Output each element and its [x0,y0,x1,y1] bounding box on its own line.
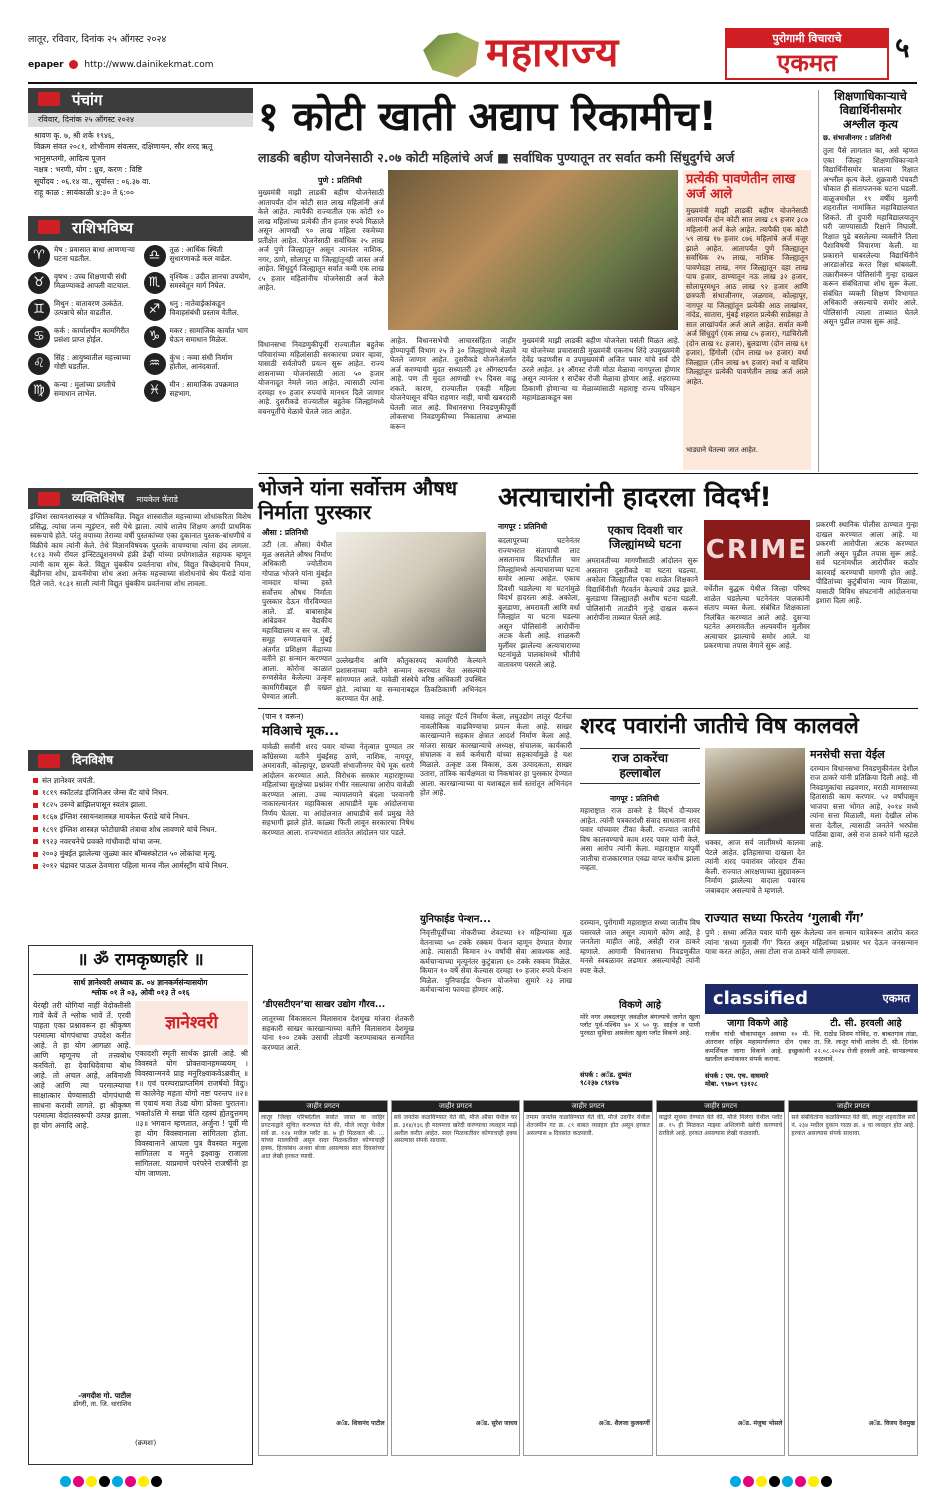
notice-label: जाहीर प्रगटन [657,1101,785,1112]
bullet-icon [33,815,38,820]
globe-icon [69,60,78,69]
dinvishesh-item [32,786,249,798]
zodiac-icon: ♌ [28,353,50,375]
gyaneshwari-tail: (क्रमशः) [135,1439,157,1447]
lead-headline: १ कोटी खाती अद्याप रिकामीच! [258,94,717,140]
ramkrishna-body: येरव्ही तरी योगियां नाहीं वेदोक्तीसी गावें केवें तें श्लोक भावें तें. एरवी पाहता एका प्रश्नावरून हा श्रीकृष्ण परमात्मा योगपंथाचा उपदेश करीत आहे. ते हा योग आगळा आहे. आणि म्हणूनच तो तत्त्वबोध करवितो. हा देवाधिदेवाचा बोध आहे. तो अचल आहे, अविनाशी आहे आणि त्या परमात्म्याचा साक्षात्कार घेण्यासाठी योगपंथाची साधना करावी लागते. हा श्रीकृष्ण परमात्मा वेदांतस्वरूपी उत्पन्न झाला. हा योग अनादि आहे. [33,1001,131,1131]
sugar-sub-headline: युनिफाईड पेन्शन... [420,914,491,925]
pawar-col-2: दरम्यान, पुरोगामी महाराष्ट्रात सध्या जातीय विष पसरवले जात असून त्यामागे कोण आहे, हे जनतेला माहीत आहे, असेही राज ठाकरे म्हणाले. आगामी विधानसभा निवडणुकीत मनसे स्वबळावर लढणार असल्याचेही त्यांनी स्पष्ट केले. [580,918,700,975]
notice-signer: अॅड. शैलजा कुलकर्णी [598,1420,650,1428]
panchang-item: सूर्योदय : ०६.१४ वा., सूर्यास्त : ०६.३७ वा. [34,176,151,186]
zodiac-icon: ♑ [144,326,166,348]
print-color-marks-right [730,1476,834,1490]
rashi-item [144,326,254,348]
vyakti-title [28,488,253,509]
panchang-item: श्रावण कृ. ७, श्री शके १९४६, [34,130,115,140]
vyakti-subject: मायकेल फॅराडे [136,495,178,504]
vyakti-body: इंग्लिश रसायनशास्त्रज्ञ व भौतिकविज्ञ. विद्युत शास्त्रातील महत्त्वाच्या शोधांकरिता विशेष प्रसिद्ध. त्यांचा जन्म न्यूइंग्टन, सरी येथे झाला. त्यांचे शालेय शिक्षण अगदी प्राथमिक स्वरूपाचे होते. परंतु वयाच्या तेराव्या वर्षी पुस्तकांच्या एका दुकानात पुस्तक-बांधणीचे व विक्रीचे काम त्यांनी केले. तेथे विज्ञानविषयक पुस्तके वाचण्याचा त्यांना छंद लागला. १८१३ मध्ये रॉयल इन्स्टिट्यूशनमध्ये हंफ्री डेव्ही यांच्या प्रयोगशाळेत सहायक म्हणून त्यांनी काम सुरू केले. विद्युत चुंबकीय प्रवर्तनाचा शोध, विद्युत विच्छेदनाचे नियम, बेंझीनचा शोध, डायनॅमोचा शोध अशा अनेक महत्त्वाच्या संशोधनांचे श्रेय फॅराडे यांना दिले जाते. १८३१ साली त्यांनी विद्युत चुंबकीय प्रवर्तनाचा शोध लावला. [30,512,251,588]
gulabi-headline: राज्यात सध्या फिरतेय ‘गुलाबी गँग’ [705,910,865,925]
zodiac-icon: ♍ [28,380,50,402]
continued-body: यावेळी सर्वांनी शरद पवार यांच्या नेतृत्वात पुण्यात तर काँग्रेसच्या वतीने मुंबईसह ठाणे, नाशिक, नागपूर, अमरावती, कोल्हापूर, छत्रपती संभाजीनगर येथे मूक धरणे आंदोलन करण्यात आले. विरोधक सरकार महाराष्ट्राच्या महिलांच्या सुरक्षेच्या प्रश्नांवर गंभीर नसल्याचा आरोप यावेळी करण्यात आला. उच्च न्यायालयाने बंदला परवानगी नाकारल्यानंतर महाविकास आघाडीने मूक आंदोलनाचा निर्णय घेतला. या आंदोलनात आघाडीचे सर्व प्रमुख नेते सहभागी झाले होते. काळ्या फिती लावून सरकारचा निषेध करण्यात आला. राज्यभरात शांततेत आंदोलन पार पडले. [262,742,414,837]
dinvishesh-text: १८६७ इंग्लिश रसायनशास्त्रज्ञ मायकेल फॅराडे यांचे निधन. [42,812,190,822]
continued-sub-headline: ‘डीएसटीएन’चा साखर उद्योग गौरव... [262,1000,386,1010]
right-top-story [818,90,918,472]
epaper-link[interactable] [28,60,214,71]
lead-side-body: मुख्यमंत्री माझी लाडकी बहीण योजनेसाठी आतापर्यंत दोन कोटी सात लाख ८९ हजार ३८७ महिलांनी अर्ज केले आहेत. त्यापैकी एक कोटी ५९ लाख १७ हजार ८७६ महिलांचे अर्ज मंजूर झाले आहेत. आतापर्यंत पुणे जिल्ह्यातून सर्वाधिक २५ लाख, नाशिक जिल्ह्यातून पावणेदहा लाख, नगर जिल्ह्यातून दहा लाख पाच हजार, ठाण्यातून नऊ लाख ३२ हजार, सोलापूरमधून आठ लाख ९२ हजार आणि छत्रपती संभाजीनगर, जळगाव, कोल्हापूर, नागपूर या जिल्ह्यांतून प्रत्येकी आठ लाखांवर, नांदेड, सातारा, मुंबई शहरात प्रत्येकी साडेसहा ते सात लाखांपर्यंत अर्ज आले आहेत. सर्वात कमी अर्ज सिंधुदुर्ग (एक लाख ८५ हजार), गडचिरोली (दोन लाख १८ हजार), बुलडाणा (दोन लाख ६१ हजार), हिंगोली (दोन लाख ७२ हजार) वर्धा जिल्ह्यात (तीन लाख ७९ हजार) वर्धा व वाशिम जिल्ह्यांतून प्रत्येकी पावणेतीन लाख अर्ज आले आहेत. [686,205,808,386]
rashi-text: कर्क : कार्यालयीन कामगिरीत प्रसंशा प्राप्त होईल. [54,325,130,344]
epaper-url[interactable]: http://www.dainikekmat.com [84,60,214,70]
vidarbha-col-3: वर्धेतील बुद्धक येथील जिल्हा परिषद शाळेत घडलेल्या घटनेनंतर पालकांनी संताप व्यक्त केला. संबंधित शिक्षकाला निलंबित करण्यात आले आहे. दुसऱ्या घटनेत अमरावतीत अल्पवयीन मुलीवर अत्याचार झाल्याचे समोर आले. या प्रकरणाचा तपास वेगाने सुरू आहे. [704,584,810,650]
bullet-icon [33,790,38,795]
rashi-text: वृषभ : उच्च शिक्षणाची संधी मिळण्याकडे आपली वाटचाल. [54,271,131,290]
rashi-text: मेष : प्रवासात बाधा आणणाऱ्या घटना घडतील. [54,244,135,263]
zodiac-icon: ♒ [144,353,166,375]
dinvishesh-item [32,848,249,860]
rashi-text: धनु : नातेवाईकांकडून विवाहसंबंधी प्रस्ताव येतील. [169,298,239,317]
zodiac-icon: ♎ [144,245,166,267]
vidarbha-headline: अत्याचारांनी हादरला विदर्भ! [498,482,772,513]
epaper-label: epaper [28,60,64,70]
notice-body: सर्व संबंधितांना कळविण्यात येते की, लातूर शहरातील सर्वे नं. २३४ मधील दुकान गाळा क्र. ४ चा व्यवहार होत आहे. हरकत असल्यास संपर्क साधावा. [791,1114,915,1137]
classified-ad-2-body: चि. राठोड शिवम गोविंद, रा. बाबतगाव तांडा, ता. जि. लातूर यांची शालेय टी. सी. दिनांक २२.०८.२०२४ रोजी हरवली आहे. सापडल्यास कळवावे. [814,1029,918,1064]
zodiac-icon: ♉ [28,272,50,294]
classified-ad-3-body: मोरे नगर अबदलपूर जवळील बंगल्याचे जागेत खुला प्लॉट पूर्व-पश्चिम ४० X ५० फू. साईज व पाणी पुरवठा सुविधा असलेला खुला प्लॉट विकणे आहे. [580,1012,700,1038]
vidarbha-col-2: अमरावतीच्या मागणीसाठी आंदोलन सुरू असताना दुसरीकडे या घटना घडल्या. अकोला जिल्ह्यातील एका शाळेत शिक्षकाने विद्यार्थिनीशी गैरवर्तन केल्याचे उघड झाले. बुलडाणा जिल्ह्यातही अशीच घटना घडली. पोलिसांनी तातडीने गुन्हे दाखल करून आरोपींना ताब्यात घेतले आहे. [586,556,698,622]
lead-side-tail: भाड्याने घेतल्या जात आहेत. [686,445,758,454]
brand-tagline: पुरोगामी विचाराचे [727,30,887,48]
notice-signer: अॅड. मंजुषा भोसले [737,1420,783,1428]
notice-signer: अॅड. सुरेश जाधव [475,1420,518,1428]
notice-body: तमाम जनतेस कळविण्यात येते की, मौजे उदगीर येथील शेतजमीन गट क्र. ८९ बाबत व्यवहार होत असून हरकत असल्यास ७ दिवसांत कळवावी. [526,1114,650,1137]
crime-photo: CRIME [704,520,810,580]
rashi-panel [28,216,253,406]
notice-body: सर्व जनतेस कळविण्यात येते की, मौजे औसा येथील घर क्र. ३१४/१३६ ही मालमत्ता खरेदी करण्याचा व्यवहार माझे अशील करीत आहेत. सदर मिळकतीवर कोणाचाही हक्क असल्यास संपर्क साधावा. [393,1114,518,1145]
bhojane-photo [336,532,486,652]
lead-col-3: आहेत. विधानसभेची आचारसंहिता जाहीर होण्यापूर्वी विभाग २५ ते ३० जिल्ह्यांमध्ये मेळावे घेतले जाणार आहेत. दुसरीकडे योजनेअंतर्गत अर्ज करण्याची मुदत सध्यातरी ३१ ऑगस्टपर्यंत आहे. पण ती मुदत आणखी १५ दिवस वाढू शकते. कारण, राज्यातील एकही महिला योजनेपासून वंचित राहणार नाही, याची खबरदारी घेतली जात आहे. विधानसभा निवडणुकीपूर्वी लोकसभा निवडणुकीच्या निकालाचा अभ्यास करून [390,336,516,431]
classified-label: classified [705,986,816,1013]
lead-photo [388,170,678,330]
pawar-col-1: महाराष्ट्रात राज ठाकरे हे विदर्भ दौऱ्यावर आहेत. त्यांनी पत्रकारांशी संवाद साधताना शरद पवार यांच्यावर टीका केली. राज्यात जातीचे विष कालवण्याचे काम शरद पवार यांनी केले, असा आरोप त्यांनी केला. महाराष्ट्रात यापूर्वी जातीचा राजकारणात एवढा वापर कधीच झाला नव्हता. [580,806,700,872]
dinvishesh-text: १९२३ नवरचनेचे प्रवक्ते गांधीवादी यांचा जन्म. [42,836,163,846]
ramkrishna-panel [28,945,253,1465]
panchang-item: विक्रम संवत २०८१, शोभीनाम संवत्सर, दक्षिणायन, सौर शरद ऋतू [34,142,213,152]
print-color-marks-left [60,1476,164,1490]
dinvishesh-item [32,823,249,835]
dinvishesh-list [28,771,253,875]
mid-rule [258,708,918,709]
dinvishesh-text: संत ज्ञानेश्वर जयंती. [42,775,96,785]
rashi-item [144,380,254,402]
panchang-item: नक्षत्र : भरणी, योग : ध्रुव, करण : विष्टि [34,165,143,175]
notice-box [788,1100,918,1456]
ramkrishna-subtitle: सार्थ ज्ञानेश्वरी अध्याय क्र. ०४ ज्ञानकर्मसंन्यासयोग [73,978,208,988]
classified-ad-2 [814,1018,918,1098]
gyaneshwari-label: ज्ञानेश्वरी [165,1013,218,1033]
dinvishesh-item [32,799,249,811]
dinvishesh-text: २००३ मुंबईत झालेल्या जुळ्या कार बॉम्बस्फोटात ५० लोकांचा मृत्यू. [42,849,217,858]
dinvishesh-panel [28,750,253,875]
vyakti-panel [28,488,253,759]
zodiac-icon: ♓ [144,380,166,402]
rashi-text: वृश्चिक : उदीत ज्ञानचा उपयोग, समस्येतून मार्ग निघेल. [169,271,252,290]
lead-col-2: विधानसभा निवडणुकीपूर्वी राज्यातील बहुतेक परिवारांच्या महिलांसाठी सरकारचा प्रचार व्हावा, यासाठी सर्वतोपरी प्रयत्न सुरू आहेत. राज्य शासनाच्या योजनांसाठी आता ५० हजार योजनादूत नेमले जात आहेत. त्यासाठी त्यांना दरमहा १० हजार रुपयांचे मानधन दिले जाणार आहे. दुसरीकडे राज्यातील बहुतेक जिल्ह्यांमध्ये वचनपूर्तीचे मेळावे घेतले जात आहेत. [258,340,384,416]
dinvishesh-item [32,860,249,872]
classified-ad-1-title: जागा विकणे आहे [727,1018,788,1029]
masthead-rule [28,82,917,84]
continued-body-2: लातूरच्या विकासरत्न विलासराव देशमुख मांजरा शेतकरी सहकारी साखर कारखान्याच्या वतीने विलासराव देशमुख यांना १०० टक्के उसाची तोडणी करण्याबाबत सन्मानित करण्यात आले. [262,1014,414,1052]
rashi-text: तूळ : आर्थिक स्थिती सुधारणाकडे कल वाढेल. [169,244,233,263]
dinvishesh-item [32,774,249,786]
brand-logo [725,28,889,80]
lead-col-4: मुख्यमंत्री माझी लाडकी बहीण योजनेला पसंती मिळत आहे. या योजनेच्या प्रचारासाठी मुख्यमंत्री एकनाथ शिंदे उपमुख्यमंत्री देवेंद्र फडणवीस व उपमुख्यमंत्री अजित पवार यांचे सर्व दौरे ठरले आहेत. ३१ ऑगस्ट रोजी मोठा मेळावा नागपूरला होणार असून त्यानंतर १ सप्टेंबर रोजी मेळावा होणार आहे. शहराच्या ठिकाणी होणाऱ्या या मेळाव्यांसाठी महाराष्ट्र राज्य परिवहन महामंडळाकडून बस [522,336,680,402]
rashi-item [28,353,138,375]
notice-label: जाहीर प्रगटन [524,1101,652,1112]
dinvishesh-text: २०१२ चंद्रावर पाऊल ठेवणारा पहिला मानव नील आर्मस्ट्राँग यांचे निधन. [42,861,229,871]
classified-ad-1-body: राजीव गांधी चौकापासून अवघ्या १० मी. अंतरावर राहिव महामार्गालगत दोन एकर कमर्शियल जागा विकणे आहे. इच्छुकांनी खालील क्रमांकावर संपर्क करावा. [705,1029,810,1064]
lead-side-headline: प्रत्येकी पावणेतीन लाख अर्ज आले [686,172,796,202]
lead-col-1: मुख्यमंत्री माझी लाडकी बहीण योजनेसाठी आतापर्यंत दोन कोटी सात लाख महिलांनी अर्ज केले आहेत. त्यापैकी राज्यातील एक कोटी १० लाख महिलांच्या प्रत्येकी तीन हजार रुपये मिळाले असून आणखी ९० लाख महिला रकमेच्या प्रतीक्षेत आहेत. योजनेसाठी सर्वाधिक २५ लाख अर्ज पुणे जिल्ह्यातून असून त्यानंतर नाशिक, नगर, ठाणे, सोलापूर या जिल्ह्यांतूनही जास्त अर्ज आहेत. सिंधुदुर्ग जिल्ह्यातून सर्वात कमी एक लाख ८५ हजार महिलांनीच योजनेसाठी अर्ज केले आहेत. [258,188,384,292]
bullet-icon [33,778,38,783]
panchang-panel [28,88,253,202]
bullet-icon [33,864,38,869]
pawar-photo [705,748,805,834]
bhojane-headline: भोजने यांना सर्वोत्तम औषध निर्माता पुरस्कार [258,476,458,524]
dinvishesh-title: दिनविशेष [28,750,253,771]
zodiac-icon: ♊ [28,299,50,321]
rashi-text: कुंभ : नव्या संधी निर्माण होतील, आनंदवार्ता. [169,352,233,371]
rashi-item [28,245,138,267]
ramkrishna-verse-ref: श्लोक ०१ ते ०३, ओवी ०१३ ते ०१६ [91,987,190,997]
brand-name: एकमत [777,48,837,77]
classified-ad-3-title: विकणे आहे [618,1000,662,1011]
panchang-date: रविवार, दिनांक २५ ऑगस्ट २०२४ [28,113,253,127]
gyaneshwari-logo [135,1001,248,1045]
pawar-kicker-2: हल्लाबोल [619,766,661,780]
gulabi-body: पुणे : सध्या अजित पवार यांनी सुरू केलेल्या जन सन्मान यात्रेवरून आरोप करत त्यांना ‘सध्या गुलाबी गँग’ फिरत असून महिलांच्या प्रश्नावर भर देऊन जनसन्मान यात्रा करत आहेत, असा टोला राज ठाकरे यांनी लगावला. [705,928,918,956]
ramkrishna-title: ॥ ॐ रामकृष्णहरि ॥ [33,950,248,975]
notice-box [391,1100,521,1456]
continued-jump: (पान १ वरून) [262,712,304,721]
notice-label: जाहीर प्रगटन [392,1101,520,1112]
rashi-item [28,272,138,294]
rashi-text: मीन : सामाजिक उपक्रमात सहभाग. [169,379,239,398]
page-number: ५ [895,31,910,64]
notice-label: जाहीर प्रगटन [789,1101,917,1112]
classified-ad-1-phone: मोबा. ९९७०९ ९३१२८ [705,1080,758,1089]
classified-ad-3-contact: संपर्क : अॅड. दुष्यंत [580,1070,632,1079]
zodiac-icon: ♏ [144,272,166,294]
rashi-item [28,299,138,321]
notice-signer: अॅड. विजय देशमुख [868,1420,915,1428]
dateline: लातूर, रविवार, दिनांक २५ ऑगस्ट २०२४ [28,34,167,45]
classified-ad-2-title: टी. सी. हरवली आहे [830,1018,902,1029]
mns-body: दरम्यान विधानसभा निवडणुकीनंतर देशील राज ठाकरे यांनी प्रतिक्रिया दिली आहे. मी निवडणुकांचा लढवणार, मराठी माणसाच्या हितासाठी काम करणार. ५२ वर्षांपासून भाजपा सत्ता भोगत आहे, २०१४ मध्ये त्यांना सत्ता मिळाली, मला देखील लोक सत्ता देतील, त्यासाठी जनतेने भरघोस पाठिंबा द्यावा, असे राज ठाकरे यांनी म्हटले आहे. [810,763,918,849]
zodiac-icon: ♋ [28,326,50,348]
right-top-body: तुला पैसे लागतात का, असे म्हणत एका जिल्हा शिक्षणाधिकाऱ्याने विद्यार्थिनीसमोर चालत्या रिक्षात अश्लील कृत्य केले. शुक्रवारी पंचवटी चौकात ही संतापजनक घटना घडली. वाळूजमधील १९ वर्षीय मुलगी शहरातील नामांकित महाविद्यालयात शिकते. ती दुपारी महाविद्यालयातून घरी जाण्यासाठी रिक्षाने निघाली. रिक्षात पुढे बसलेल्या व्यक्तीने तिला पैशाविषयी विचारणा केली. या प्रकाराने घाबरलेल्या विद्यार्थिनीने आरडाओरड करत रिक्षा थांबवली. तक्रारीवरून पोलिसांनी गुन्हा दाखल करून संबंधिताचा शोध सुरू केला. संबंधित व्यक्ती शिक्षण विभागात अधिकारी असल्याचे समोर आले. पोलिसांनी त्याला ताब्यात घेतले असून पुढील तपास सुरू आहे. [823,146,918,327]
pawar-col-3: धक्का, आज सर्व जातींमध्ये कालवा पेटले आहेत. इतिहासाचा दाखला देत त्यांनी शरद पवारांवर जोरदार टीका केली. राज्यात आरक्षणाच्या मुद्द्यावरून निर्माण झालेल्या वादाला पवारच जबाबदार असल्याचे ते म्हणाले. [705,838,805,895]
zodiac-icon: ♐ [144,299,166,321]
rashi-item [144,245,254,267]
rashi-title: राशिभविष्य [28,216,253,241]
sugar-body-2: निवृत्तीपूर्वीच्या नोकरीच्या शेवटच्या १२ महिन्यांच्या मूळ वेतनाच्या ५० टक्के रक्कम पेन्शन म्हणून देण्यात येणार आहे. त्यासाठी किमान २५ वर्षांची सेवा आवश्यक आहे. कर्मचाऱ्याच्या मृत्यूनंतर कुटुंबाला ६० टक्के रक्कम मिळेल. किमान १० वर्षे सेवा केल्यास दरमहा १० हजार रुपये पेन्शन मिळेल. युनिफाईड पेन्शन योजनेचा सुमारे २३ लाख कर्मचाऱ्यांना फायदा होणार आहे. [420,928,572,994]
notice-label: जाहीर प्रगटन [259,1101,387,1112]
pawar-byline: नागपूर : प्रतिनिधी [610,794,660,803]
pawar-kicker-box [580,748,700,784]
classified-ad-1-contact: संपर्क : एम. एच. वाघमारे [705,1071,769,1080]
vidarbha-sub-headline: एकाच दिवशी चार जिल्ह्यांमध्ये घटना [607,523,683,551]
rashi-grid [28,241,253,406]
bullet-icon [33,803,38,808]
classified-brand: एकमत [882,992,910,1006]
continued-headline: मविआचे मूक... [262,724,340,739]
dinvishesh-text: १८९१ इंग्लिश शास्त्रज्ञ फोटोग्राफी तंत्राचा शोध लावणारे यांचे निधन. [42,824,217,834]
panchang-item: भानुसप्तमी, आदित्य पूजन [34,153,106,163]
classified-banner [705,984,918,1014]
sugar-body: यासह लातूर पॅटर्न निर्माण केला, लघुउद्योग लातूर पॅटर्नचा नावलौकिक वाढविण्याचा प्रयत्न केला आहे. साखर कारखान्याने सहकार क्षेत्रात आदर्श निर्माण केला आहे. मांजरा साखर कारखान्याचे अध्यक्ष, संचालक, कार्यकारी संचालक व सर्व कर्मचारी यांच्या सहकार्यामुळे हे यश मिळाले. उत्कृष्ट ऊस विकास, ऊस उत्पादकता, साखर उतारा, तांत्रिक कार्यक्षमता या निकषांवर हा पुरस्कार देण्यात आला. कारखान्याच्या या यशाबद्दल सर्व स्तरांतून अभिनंदन होत आहे. [420,712,572,797]
right-top-headline: शिक्षणाधिकाऱ्याचे विद्यार्थिनीसमोर अश्लील कृत्य [834,89,907,131]
rashi-item [144,299,254,321]
panchang-title: पंचांग [28,88,253,113]
gyaneshwari-body: एकादशी स्मृती सार्थक झाली आहे. श्री विवस्वते योग प्रोक्तवानहमव्ययम् । विवस्वान्मनवे प्राह मनुरिक्ष्वाकवेऽब्रवीत् ॥१॥ एवं परम्पराप्राप्तमिमं राजर्षयो विदुः। स कालेनेह महता योगो नष्टः परन्तप ॥२॥ स एवायं मया तेऽद्य योगः प्रोक्तः पुरातनः। भक्तोऽसि मे सखा चेति रहस्यं ह्येतदुत्तमम् ॥३॥ भगवान म्हणतात, अर्जुना ! पूर्वी मी हा योग विवस्वानाला सांगितला होता. विवस्वानाने आपला पुत्र वैवस्वत मनुला सांगितला व मनुने इक्ष्वाकु राजाला सांगितला. याप्रमाणे परंपरेने राजर्षींनी हा योग जाणला. [135,1049,248,1179]
zodiac-icon: ♈ [28,245,50,267]
notice-box [523,1100,653,1456]
rashi-text: मकर : सामाजिक कार्यात भाग घेऊन समाधान मिळेल. [169,325,248,344]
notice-signer: अॅड. शिवानंद पाटील [336,1420,385,1428]
vidarbha-col-1: बदलापूरच्या घटनेनंतर राज्यभरात संतापाची लाट असतानाच विदर्भातील चार जिल्ह्यांमध्ये अत्याचाराच्या घटना समोर आल्या आहेत. एकाच दिवशी घडलेल्या या घटनांमुळे विदर्भ हादरला आहे. अकोला, बुलडाणा, अमरावती आणि वर्धा जिल्ह्यांत या घटना घडल्या असून पोलिसांनी आरोपींना अटक केली आहे. शाळकरी मुलींवर झालेल्या अत्याचाराच्या घटनांमुळे पालकांमध्ये भीतीचे वातावरण पसरले आहे. [498,536,580,669]
maharashtra-map-graphic [420,30,482,80]
bhojane-col-1: उटी (ता. औसा) येथील मूळ असलेले औषध निर्माण अधिकारी ज्योतीराम गोपाळ भोजने यांना मुंबईत नामदार यांच्या हस्ते सर्वोत्तम औषध निर्माता पुरस्कार देऊन गौरविण्यात आले. डॉ. बाबासाहेब आंबेडकर वैद्यकीय महाविद्यालय व सर ज. जी. समूह रुग्णालयाने मुंबई अंतर्गत प्रशिक्षण केंद्राच्या वतीने हा सन्मान करण्यात आला. कोरोना काळात रुग्णसेवेत केलेल्या उत्कृष्ट कामगिरीबद्दल ही दखल घेण्यात आली. [262,540,332,700]
pawar-kicker: राज ठाकरेंचा [611,751,669,765]
rashi-text: मिथुन : वातावरण उत्कंठेत. उत्पन्नाचे स्रोत वाढतील. [54,298,124,317]
rashi-item [28,380,138,402]
vidarbha-col-4: प्रकरणी स्थानिक पोलीस ठाण्यात गुन्हा दाखल करण्यात आला आहे. या प्रकरणी आरोपीला अटक करण्यात आली असून पुढील तपास सुरू आहे. सर्व घटनांमधील आरोपींवर कठोर कारवाई करण्याची मागणी होत आहे. पीडितांच्या कुटुंबीयांना न्याय मिळावा, यासाठी विविध संघटनांनी आंदोलनाचा इशारा दिला आहे. [816,520,918,605]
rashi-item [144,272,254,294]
ramkrishna-sign-place: डोंगरी, ता. जि. धाराशिव [72,1400,131,1408]
bhojane-byline: औसा : प्रतिनिधी [262,528,309,537]
vidarbha-byline: नागपूर : प्रतिनिधी [498,522,548,531]
rashi-text: सिंह : आयुष्यातील महत्त्वाच्या गोष्टी घडतील. [54,352,131,371]
notice-box [656,1100,786,1456]
classified-ad-3 [580,1000,700,1098]
bhojane-col-2: उल्लेखनीय आणि कौतुकास्पद कामगिरी केल्याने प्रशासनाच्या वतीने सन्मान करण्यात येत असल्याचे सांगण्यात आले. यावेळी संस्थेचे वरिष्ठ अधिकारी उपस्थित होते. त्यांच्या या सन्मानाबद्दल ठिकठिकाणी अभिनंदन करण्यात येत आहे. [336,656,486,702]
notice-body: याद्वारे सूचना देण्यात येते की, मौजे निलंगा येथील प्लॉट क्र. १५ ही मिळकत माझ्या अशिलांनी खरेदी करण्याचे ठरविले आहे. हरकत असल्यास लेखी कळवावी. [658,1114,783,1137]
notice-body: लातूर जिल्हा परिषदेतील सर्वात जास्त या जाहिर प्रगटनाद्वारे सूचित करण्यात येते की, मौजे लातूर येथील सर्वे क्र. १२४ मधील प्लॉट क्र. ७ ही मिळकत श्री. ... यांच्या मालकीची असून सदर मिळकतीवर कोणाचाही हक्क, हितसंबंध अथवा बोजा असल्यास सात दिवसांच्या आत लेखी हरकत घ्यावी. [261,1114,385,1161]
dinvishesh-text: १८२५ उरुग्वे ब्राझिलपासून स्वतंत्र झाला. [42,800,148,809]
bullet-icon [33,827,38,832]
notices-row [258,1100,918,1456]
mns-box [810,748,918,908]
pawar-headline: शरद पवारांनी जातीचे विष कालवले [580,714,859,739]
dinvishesh-item [32,835,249,847]
bullet-icon [33,852,38,857]
rashi-item [144,353,254,375]
classified-ad-1 [705,1018,810,1098]
rashi-item [28,326,138,348]
dinvishesh-item [32,811,249,823]
vyakti-title-text: व्यक्तिविशेष [72,491,125,505]
mns-headline: मनसेची सत्ता येईल [810,748,885,761]
section-title: महाराज्य [486,29,620,76]
lead-deck: लाडकी बहीण योजनेसाठी २.०७ कोटी महिलांचे अर्ज ■ सर्वाधिक पुण्यातून तर सर्वात कमी सिंधुदुर्गचे अर्ज [258,150,735,165]
ramkrishna-sign: -जगदीश गो. पाटील [78,1391,131,1400]
classified-ad-3-phone: ९८२३७ ८९४१७ [580,1078,619,1087]
notice-box [258,1100,388,1456]
lead-byline: पुणे : प्रतिनिधी [318,176,362,185]
rashi-text: कन्या : मुलांच्या प्रगतीचे समाधान लाभेल. [54,379,116,398]
bullet-icon [33,839,38,844]
lead-bottom-rule [258,473,918,474]
right-top-byline: छ. संभाजीनगर : प्रतिनिधी [823,134,892,143]
dinvishesh-text: १८१९ स्कॉटलंड इंजिनिअर जेम्स वॅट यांचे निधन. [42,787,169,797]
lead-side-box [683,170,811,470]
panchang-item: राहू काळ : सायंकाळी ४:३० ते ६:०० [34,188,134,198]
